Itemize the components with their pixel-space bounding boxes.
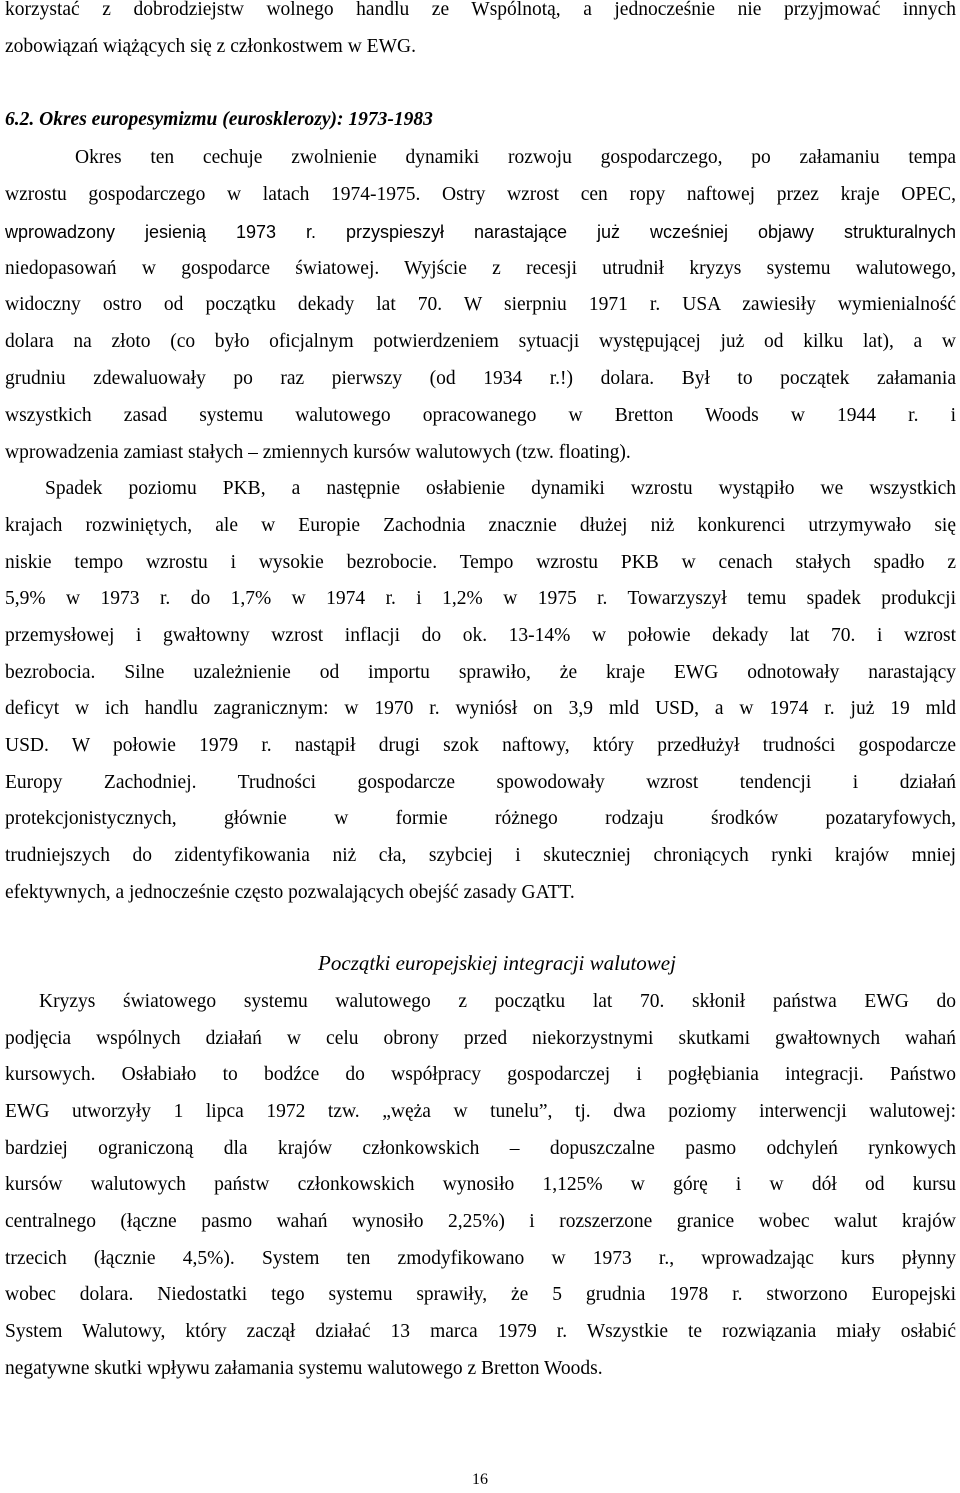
paragraph-line: deficyt w ich handlu zagranicznym: w 1970 r. wyniósł on 3,9 mld USD, a w 1974 r. już 19 mld — [5, 698, 956, 719]
paragraph-line: widoczny ostro od początku dekady lat 70. W sierpniu 1971 r. USA zawiesiły wymienialność — [5, 294, 956, 315]
paragraph-line: negatywne skutki wpływu załamania systemu walutowego z Bretton Woods. — [5, 1358, 603, 1379]
paragraph-line: niedopasowań w gospodarce światowej. Wyjście z recesji utrudnił kryzys systemu walutowego, — [5, 258, 956, 279]
paragraph-line: 5,9% w 1973 r. do 1,7% w 1974 r. i 1,2% w 1975 r. Towarzyszył temu spadek produkcji — [5, 588, 956, 609]
paragraph-line: bardziej ograniczoną dla krajów członkowskich – dopuszczalne pasmo odchyleń rynkowych — [5, 1138, 956, 1159]
paragraph-line: USD. W połowie 1979 r. nastąpił drugi szok naftowy, który przedłużył trudności gospodarcze — [5, 735, 956, 756]
paragraph-line: kursowych. Osłabiało to bodźce do współpracy gospodarczej i pogłębiania integracji. Państwo — [5, 1064, 956, 1085]
paragraph-line: protekcjonistycznych, głównie w formie różnego rodzaju środków pozataryfowych, — [5, 808, 956, 829]
paragraph-line: Okres ten cechuje zwolnienie dynamiki rozwoju gospodarczego, po załamaniu tempa — [75, 147, 956, 168]
paragraph-line: wprowadzony jesienią 1973 r. przyspieszył narastające już wcześniej objawy strukturalnych — [5, 222, 956, 242]
paragraph-line: Spadek poziomu PKB, a następnie osłabienie dynamiki wzrostu wystąpiło we wszystkich — [45, 478, 956, 499]
paragraph-line: bezrobocia. Silne uzależnienie od importu sprawiło, że kraje EWG odnotowały narastający — [5, 662, 956, 683]
paragraph-line: wszystkich zasad systemu walutowego opracowanego w Bretton Woods w 1944 r. i — [5, 405, 956, 426]
paragraph-line: efektywnych, a jednocześnie często pozwalających obejść zasady GATT. — [5, 882, 575, 903]
page-number: 16 — [472, 1471, 488, 1488]
paragraph-line: centralnego (łączne pasmo wahań wynosiło 2,25%) i rozszerzone granice wobec walut krajów — [5, 1211, 956, 1232]
intro-line-1: korzystać z dobrodziejstw wolnego handlu ze Wspólnotą, a jednocześnie nie przyjmować innych — [5, 0, 956, 20]
paragraph-line: podjęcia wspólnych działań w celu obrony przed niekorzystnymi skutkami gwałtownych wahań — [5, 1028, 956, 1049]
paragraph-line: Kryzys światowego systemu walutowego z początku lat 70. skłonił państwa EWG do — [39, 991, 956, 1012]
paragraph-line: trudniejszych do zidentyfikowania niż cła, szybciej i skuteczniej chroniących rynki krajów mniej — [5, 845, 956, 866]
paragraph-line: kursów walutowych państw członkowskich wynosiło 1,125% w górę i w dół od kursu — [5, 1174, 956, 1195]
paragraph-line: przemysłowej i gwałtowny wzrost inflacji do ok. 13-14% w połowie dekady lat 70. i wzrost — [5, 625, 956, 646]
paragraph-line: wprowadzenia zamiast stałych – zmiennych kursów walutowych (tzw. floating). — [5, 442, 631, 463]
subsection-title: Początki europejskiej integracji walutowej — [318, 951, 676, 975]
paragraph-line: krajach rozwiniętych, ale w Europie Zachodnia znacznie dłużej niż konkurenci utrzymywało się — [5, 515, 956, 536]
paragraph-line: wzrostu gospodarczego w latach 1974-1975. Ostry wzrost cen ropy naftowej przez kraje OPEC, — [5, 184, 956, 205]
section-heading: 6.2. Okres europesymizmu (eurosklerozy): 1973-1983 — [5, 109, 433, 130]
paragraph-line: Europy Zachodniej. Trudności gospodarcze spowodowały wzrost tendencji i działań — [5, 772, 956, 793]
paragraph-line: EWG utworzyły 1 lipca 1972 tzw. „węża w tunelu”, tj. dwa poziomy interwencji walutowej: — [5, 1101, 956, 1122]
paragraph-line: trzecich (łącznie 4,5%). System ten zmodyfikowano w 1973 r., wprowadzając kurs płynny — [5, 1248, 956, 1269]
paragraph-line: grudniu zdewaluowały po raz pierwszy (od 1934 r.!) dolara. Był to początek załamania — [5, 368, 956, 389]
paragraph-line: wobec dolara. Niedostatki tego systemu sprawiły, że 5 grudnia 1978 r. stworzono Europejski — [5, 1284, 956, 1305]
paragraph-line: System Walutowy, który zaczął działać 13 marca 1979 r. Wszystkie te rozwiązania miały osłabić — [5, 1321, 956, 1342]
intro-line-2: zobowiązań wiążących się z członkostwem w EWG. — [5, 36, 416, 57]
paragraph-line: niskie tempo wzrostu i wysokie bezrobocie. Tempo wzrostu PKB w cenach stałych spadło z — [5, 552, 956, 573]
paragraph-line: dolara na złoto (co było oficjalnym potwierdzeniem sytuacji występującej już od kilku lat), a w — [5, 331, 956, 352]
